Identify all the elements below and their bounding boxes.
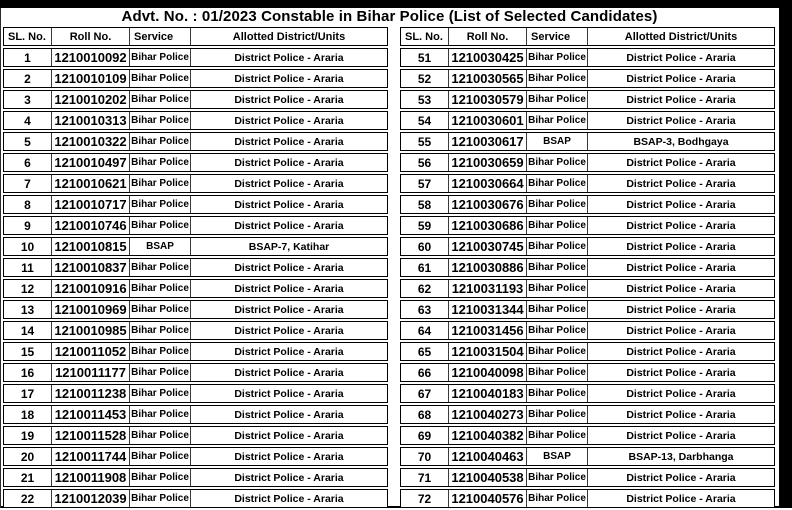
service-cell: Bihar Police [527,406,588,423]
roll-no-cell: 1210011744 [52,448,130,465]
table-row [400,237,775,256]
sl-no-cell: 12 [4,280,52,297]
table-row [3,132,388,151]
allotted-district-cell: District Police - Araria [234,282,344,295]
right-black-bar [779,0,792,508]
roll-no-cell: 1210031456 [449,322,527,339]
sl-no-cell: 5 [4,133,52,150]
roll-no-cell: 1210011908 [52,469,130,486]
service-cell: BSAP [527,133,588,150]
sl-no-cell: 63 [401,301,449,318]
sl-no-cell: 68 [401,406,449,423]
table-row [400,405,775,424]
sl-no-cell: 17 [4,385,52,402]
sl-no-cell: 8 [4,196,52,213]
table-row [3,321,388,340]
sl-no-cell: 14 [4,322,52,339]
roll-no-cell: 1210030565 [449,70,527,87]
sl-no-cell: 15 [4,343,52,360]
table-row [400,174,775,193]
sl-no-cell: 54 [401,112,449,129]
roll-no-cell: 1210010109 [52,70,130,87]
sl-no-cell: 21 [4,469,52,486]
service-cell: Bihar Police [130,322,191,339]
sl-no-cell: 70 [401,448,449,465]
allotted-district-cell: District Police - Araria [626,93,736,106]
table-row [3,111,388,130]
sl-no-cell: 71 [401,469,449,486]
table-row [3,237,388,256]
table-row [400,363,775,382]
allotted-district-cell: District Police - Araria [234,303,344,316]
sl-no-cell: 66 [401,364,449,381]
sl-no-cell: 19 [4,427,52,444]
service-cell: Bihar Police [130,301,191,318]
roll-no-cell: 1210010202 [52,91,130,108]
sl-no-cell: 9 [4,217,52,234]
table-row [3,489,388,508]
left-edge-line [0,8,1,508]
allotted-district-cell: District Police - Araria [626,51,736,64]
table-row [3,48,388,67]
roll-no-cell: 1210030664 [449,175,527,192]
table-row [3,195,388,214]
roll-no-cell: 1210010621 [52,175,130,192]
table-row [400,300,775,319]
allotted-district-cell: District Police - Araria [234,93,344,106]
service-cell: Bihar Police [527,175,588,192]
roll-no-cell: 1210030686 [449,217,527,234]
sl-no-cell: 53 [401,91,449,108]
table-row [400,258,775,277]
allotted-district-cell: District Police - Araria [626,261,736,274]
table-header-row [3,27,388,46]
service-cell: Bihar Police [527,217,588,234]
roll-no-cell: 1210010717 [52,196,130,213]
roll-no-cell: 1210012039 [52,490,130,507]
column-header-sl-no: SL. No. [4,28,52,45]
roll-no-cell: 1210031193 [449,280,527,297]
sl-no-cell: 20 [4,448,52,465]
sl-no-cell: 3 [4,91,52,108]
allotted-district-cell: District Police - Araria [234,72,344,85]
allotted-district-cell: District Police - Araria [234,324,344,337]
sl-no-cell: 52 [401,70,449,87]
roll-no-cell: 1210011453 [52,406,130,423]
service-cell: Bihar Police [527,490,588,507]
allotted-district-cell: District Police - Araria [626,408,736,421]
service-cell: Bihar Police [527,280,588,297]
allotted-district-cell: District Police - Araria [626,387,736,400]
sl-no-cell: 60 [401,238,449,255]
service-cell: Bihar Police [527,469,588,486]
service-cell: Bihar Police [527,91,588,108]
roll-no-cell: 1210040463 [449,448,527,465]
table-row [3,384,388,403]
table-row [3,258,388,277]
roll-no-cell: 1210030676 [449,196,527,213]
allotted-district-cell: District Police - Araria [234,408,344,421]
allotted-district-cell: District Police - Araria [234,387,344,400]
sl-no-cell: 51 [401,49,449,66]
allotted-district-cell: District Police - Araria [626,177,736,190]
sl-no-cell: 64 [401,322,449,339]
table-row [400,90,775,109]
service-cell: Bihar Police [527,343,588,360]
allotted-district-cell: District Police - Araria [626,240,736,253]
service-cell: Bihar Police [130,112,191,129]
service-cell: Bihar Police [130,91,191,108]
table-row [3,363,388,382]
service-cell: Bihar Police [527,196,588,213]
sl-no-cell: 65 [401,343,449,360]
service-cell: Bihar Police [130,49,191,66]
sl-no-cell: 7 [4,175,52,192]
column-header-sl-no: SL. No. [401,28,449,45]
sl-no-cell: 18 [4,406,52,423]
table-row [3,468,388,487]
allotted-district-cell: District Police - Araria [234,219,344,232]
table-row [3,174,388,193]
allotted-district-cell: District Police - Araria [234,51,344,64]
table-row [400,279,775,298]
table-row [400,468,775,487]
service-cell: Bihar Police [527,154,588,171]
roll-no-cell: 1210010313 [52,112,130,129]
service-cell: Bihar Police [130,469,191,486]
allotted-district-cell: District Police - Araria [626,303,736,316]
table-body-right [400,48,775,508]
roll-no-cell: 1210010837 [52,259,130,276]
service-cell: Bihar Police [527,427,588,444]
table-row [3,216,388,235]
top-black-bar [0,0,792,8]
allotted-district-cell: District Police - Araria [234,156,344,169]
allotted-district-cell: District Police - Araria [626,492,736,505]
allotted-district-cell: District Police - Araria [626,198,736,211]
column-header-service: Service [130,28,191,45]
allotted-district-cell: District Police - Araria [234,492,344,505]
allotted-district-cell: District Police - Araria [234,177,344,190]
sl-no-cell: 67 [401,385,449,402]
roll-no-cell: 1210040273 [449,406,527,423]
sl-no-cell: 6 [4,154,52,171]
service-cell: Bihar Police [130,448,191,465]
allotted-district-cell: District Police - Araria [234,135,344,148]
service-cell: Bihar Police [130,385,191,402]
service-cell: Bihar Police [527,301,588,318]
allotted-district-cell: District Police - Araria [626,324,736,337]
sl-no-cell: 62 [401,280,449,297]
service-cell: Bihar Police [527,238,588,255]
roll-no-cell: 1210010092 [52,49,130,66]
allotted-district-cell: District Police - Araria [234,261,344,274]
page-title: Advt. No. : 01/2023 Constable in Bihar Police (List of Selected Candidates) [121,8,658,25]
allotted-district-cell: District Police - Araria [626,219,736,232]
column-header-service: Service [527,28,588,45]
table-row [400,69,775,88]
roll-no-cell: 1210010322 [52,133,130,150]
roll-no-cell: 1210030617 [449,133,527,150]
table-row [3,153,388,172]
table-row [400,447,775,466]
roll-no-cell: 1210030425 [449,49,527,66]
sl-no-cell: 59 [401,217,449,234]
allotted-district-cell: District Police - Araria [626,471,736,484]
service-cell: Bihar Police [527,49,588,66]
roll-no-cell: 1210031504 [449,343,527,360]
service-cell: Bihar Police [130,175,191,192]
roll-no-cell: 1210030579 [449,91,527,108]
table-row [400,48,775,67]
roll-no-cell: 1210010746 [52,217,130,234]
table-row [400,111,775,130]
service-cell: Bihar Police [130,154,191,171]
sl-no-cell: 2 [4,70,52,87]
column-header-allotted-district: Allotted District/Units [232,30,346,43]
roll-no-cell: 1210011238 [52,385,130,402]
table-row [400,384,775,403]
table-row [400,153,775,172]
allotted-district-cell: District Police - Araria [234,471,344,484]
service-cell: Bihar Police [527,322,588,339]
sl-no-cell: 72 [401,490,449,507]
service-cell: Bihar Police [130,364,191,381]
allotted-district-cell: BSAP-13, Darbhanga [628,450,734,463]
service-cell: BSAP [130,238,191,255]
table-row [400,426,775,445]
sl-no-cell: 56 [401,154,449,171]
roll-no-cell: 1210030886 [449,259,527,276]
service-cell: Bihar Police [130,490,191,507]
table-row [3,447,388,466]
table-row [3,69,388,88]
allotted-district-cell: District Police - Araria [626,366,736,379]
roll-no-cell: 1210040576 [449,490,527,507]
roll-no-cell: 1210010497 [52,154,130,171]
service-cell: Bihar Police [130,133,191,150]
sl-no-cell: 61 [401,259,449,276]
sl-no-cell: 55 [401,133,449,150]
allotted-district-cell: District Police - Araria [626,156,736,169]
allotted-district-cell: District Police - Araria [626,429,736,442]
sl-no-cell: 1 [4,49,52,66]
column-header-roll-no: Roll No. [449,28,527,45]
table-header-row [400,27,775,46]
service-cell: Bihar Police [130,70,191,87]
service-cell: Bihar Police [130,217,191,234]
allotted-district-cell: District Police - Araria [626,282,736,295]
sl-no-cell: 22 [4,490,52,507]
table-row [3,279,388,298]
service-cell: Bihar Police [130,259,191,276]
sl-no-cell: 69 [401,427,449,444]
candidates-table-left [3,27,388,510]
allotted-district-cell: District Police - Araria [626,345,736,358]
roll-no-cell: 1210040382 [449,427,527,444]
sl-no-cell: 16 [4,364,52,381]
table-row [400,132,775,151]
allotted-district-cell: District Police - Araria [626,72,736,85]
allotted-district-cell: District Police - Araria [234,345,344,358]
table-row [400,321,775,340]
roll-no-cell: 1210010916 [52,280,130,297]
roll-no-cell: 1210010815 [52,238,130,255]
table-row [3,426,388,445]
table-row [3,405,388,424]
sl-no-cell: 57 [401,175,449,192]
table-row [400,489,775,508]
column-header-roll-no: Roll No. [52,28,130,45]
roll-no-cell: 1210011052 [52,343,130,360]
service-cell: Bihar Police [130,427,191,444]
allotted-district-cell: District Police - Araria [626,114,736,127]
roll-no-cell: 1210010985 [52,322,130,339]
roll-no-cell: 1210030601 [449,112,527,129]
allotted-district-cell: District Police - Araria [234,450,344,463]
service-cell: Bihar Police [527,385,588,402]
column-header-allotted-district: Allotted District/Units [624,30,738,43]
roll-no-cell: 1210010969 [52,301,130,318]
allotted-district-cell: District Police - Araria [234,198,344,211]
table-row [3,300,388,319]
table-row [400,342,775,361]
allotted-district-cell: District Police - Araria [234,114,344,127]
allotted-district-cell: BSAP-3, Bodhgaya [633,135,729,148]
sl-no-cell: 11 [4,259,52,276]
table-row [400,195,775,214]
allotted-district-cell: District Police - Araria [234,366,344,379]
sl-no-cell: 10 [4,238,52,255]
table-body-left [3,48,388,508]
service-cell: BSAP [527,448,588,465]
roll-no-cell: 1210040098 [449,364,527,381]
service-cell: Bihar Police [130,406,191,423]
candidates-table-right [400,27,775,510]
roll-no-cell: 1210040538 [449,469,527,486]
roll-no-cell: 1210040183 [449,385,527,402]
roll-no-cell: 1210030745 [449,238,527,255]
allotted-district-cell: District Police - Araria [234,429,344,442]
roll-no-cell: 1210031344 [449,301,527,318]
service-cell: Bihar Police [130,343,191,360]
roll-no-cell: 1210011528 [52,427,130,444]
service-cell: Bihar Police [527,364,588,381]
service-cell: Bihar Police [130,196,191,213]
sl-no-cell: 4 [4,112,52,129]
service-cell: Bihar Police [527,70,588,87]
sl-no-cell: 58 [401,196,449,213]
table-row [400,216,775,235]
roll-no-cell: 1210011177 [52,364,130,381]
service-cell: Bihar Police [527,259,588,276]
service-cell: Bihar Police [130,280,191,297]
table-row [3,90,388,109]
service-cell: Bihar Police [527,112,588,129]
table-row [3,342,388,361]
roll-no-cell: 1210030659 [449,154,527,171]
sl-no-cell: 13 [4,301,52,318]
allotted-district-cell: BSAP-7, Katihar [248,240,330,253]
